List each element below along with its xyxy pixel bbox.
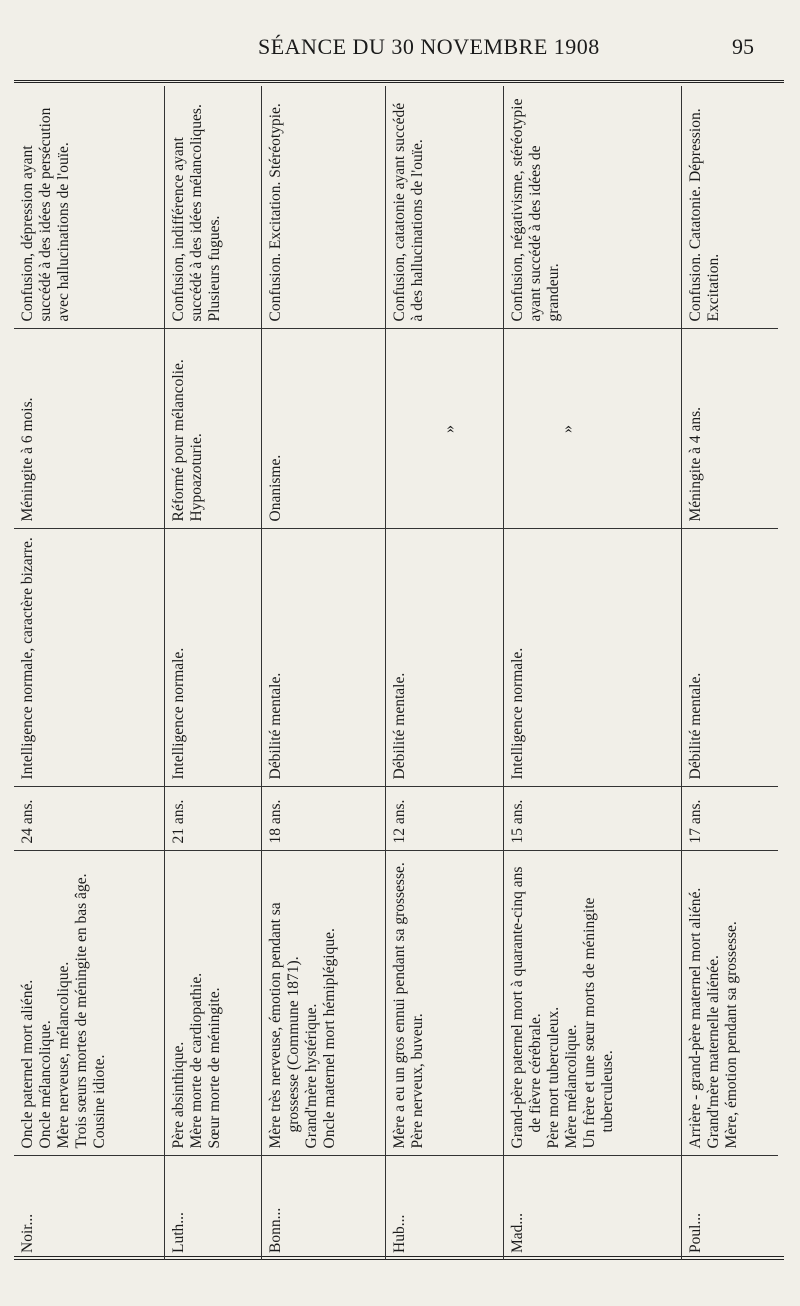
- mental-state-cell: Confusion, négativisme, stéréotypie ayant succédé à des idées de grandeur.: [503, 86, 682, 329]
- heredity-line: Grand'mère maternelle aliénée.: [705, 955, 723, 1149]
- heredity-cell: [14, 851, 165, 1156]
- table-row: [165, 86, 262, 1260]
- heredity-line: Oncle paternel mort aliéné.: [19, 979, 36, 1149]
- intelligence-cell: Débilité mentale.: [682, 529, 778, 787]
- heredity-cell: [165, 851, 262, 1156]
- age-cell: 15 ans.: [503, 787, 682, 851]
- table-row: [682, 86, 778, 1260]
- mental-state-cell: Confusion. Excitation. Stéréotypie.: [261, 86, 385, 329]
- patient-name: Mad...: [508, 1212, 526, 1253]
- heredity-line: Oncle maternel mort hémiplégique.: [320, 928, 338, 1149]
- intelligence-cell: Débilité mentale.: [261, 529, 385, 787]
- heredity-line: Sœur morte de méningite.: [206, 987, 224, 1149]
- heredity-line: Mère morte de cardiopathie.: [188, 972, 206, 1149]
- heredity-line: Père nerveux, buveur.: [408, 1013, 426, 1149]
- heredity-line: Mère mélancolique.: [562, 1024, 580, 1149]
- age-cell: 12 ans.: [385, 787, 503, 851]
- table-row: [261, 86, 385, 1260]
- heredity-cell: [385, 851, 503, 1156]
- heredity-line: Mère a eu un gros ennui pendant sa grossesse.: [390, 862, 408, 1149]
- table-row: [385, 86, 503, 1260]
- heredity-cell: [503, 851, 682, 1156]
- heredity-line: Cousine idiote.: [91, 1054, 108, 1149]
- heredity-line: Mère, émotion pendant sa grossesse.: [723, 921, 741, 1149]
- mental-state-cell: Confusion, indifférence ayant succédé à des idées mélancoliques. Plusieurs fugues.: [165, 86, 262, 329]
- heredity-line: Père absinthique.: [170, 1041, 188, 1149]
- heredity-line: Trois sœurs mortes de méningite en bas âge.: [73, 873, 90, 1149]
- mental-state-cell: Confusion. Catatonie. Dépression. Excitation.: [682, 86, 778, 329]
- age-cell: 24 ans.: [14, 787, 165, 851]
- heredity-line: Arrière - grand-père maternel mort aliéné.: [687, 887, 705, 1149]
- heredity-line: Oncle mélancolique.: [37, 1020, 54, 1149]
- intelligence-cell: Intelligence normale, caractère bizarre.: [14, 529, 165, 787]
- page-number: 95: [732, 34, 754, 59]
- patient-name: Noir...: [19, 1213, 36, 1253]
- case-table-frame: [14, 80, 784, 1260]
- age-cell: 17 ans.: [682, 787, 778, 851]
- antecedents-cell: Méningite à 6 mois.: [14, 329, 165, 529]
- antecedents-cell: [503, 329, 682, 529]
- ditto-mark: »: [440, 425, 458, 433]
- case-table: [14, 86, 778, 1260]
- running-head: [0, 34, 800, 64]
- patient-name: Hub...: [390, 1214, 408, 1253]
- heredity-line: Père mort tuberculeux.: [544, 1006, 562, 1149]
- intelligence-cell: Débilité mentale.: [385, 529, 503, 787]
- antecedents-cell: Méningite à 4 ans.: [682, 329, 778, 529]
- heredity-line: Grand'mère hystérique.: [302, 1003, 320, 1149]
- antecedents-cell: Réformé pour mélancolie. Hypoazoturie.: [165, 329, 262, 529]
- mental-state-cell: Confusion, catatonie ayant succédé à des hallucinations de l'ouïe.: [385, 86, 503, 329]
- patient-name: Luth...: [170, 1212, 188, 1253]
- heredity-cell: [682, 851, 778, 1156]
- heredity-line: Grand-père paternel mort à quarante-cinq ans de fièvre cérébrale.: [508, 866, 544, 1149]
- heredity-line: Mère très nerveuse, émotion pendant sa grossesse (Commune 1871).: [266, 902, 302, 1149]
- patient-name: Poul...: [687, 1212, 705, 1253]
- intelligence-cell: Intelligence normale.: [165, 529, 262, 787]
- heredity-line: Mère nerveuse, mélancolique.: [55, 961, 72, 1149]
- age-cell: 21 ans.: [165, 787, 262, 851]
- antecedents-cell: Onanisme.: [261, 329, 385, 529]
- table-row: [14, 86, 165, 1260]
- page-title: SÉANCE DU 30 NOVEMBRE 1908: [258, 34, 600, 59]
- mental-state-cell: Confusion, dépression ayant succédé à des idées de persécution avec hallucinations de l'ouïe.: [14, 86, 165, 329]
- heredity-line: Un frère et une sœur morts de méningite tuberculeuse.: [580, 897, 616, 1149]
- antecedents-cell: [385, 329, 503, 529]
- ditto-mark: »: [558, 425, 576, 433]
- patient-name: Bonn...: [266, 1207, 284, 1253]
- age-cell: 18 ans.: [261, 787, 385, 851]
- intelligence-cell: Intelligence normale.: [503, 529, 682, 787]
- table-row: [503, 86, 682, 1260]
- heredity-cell: [261, 851, 385, 1156]
